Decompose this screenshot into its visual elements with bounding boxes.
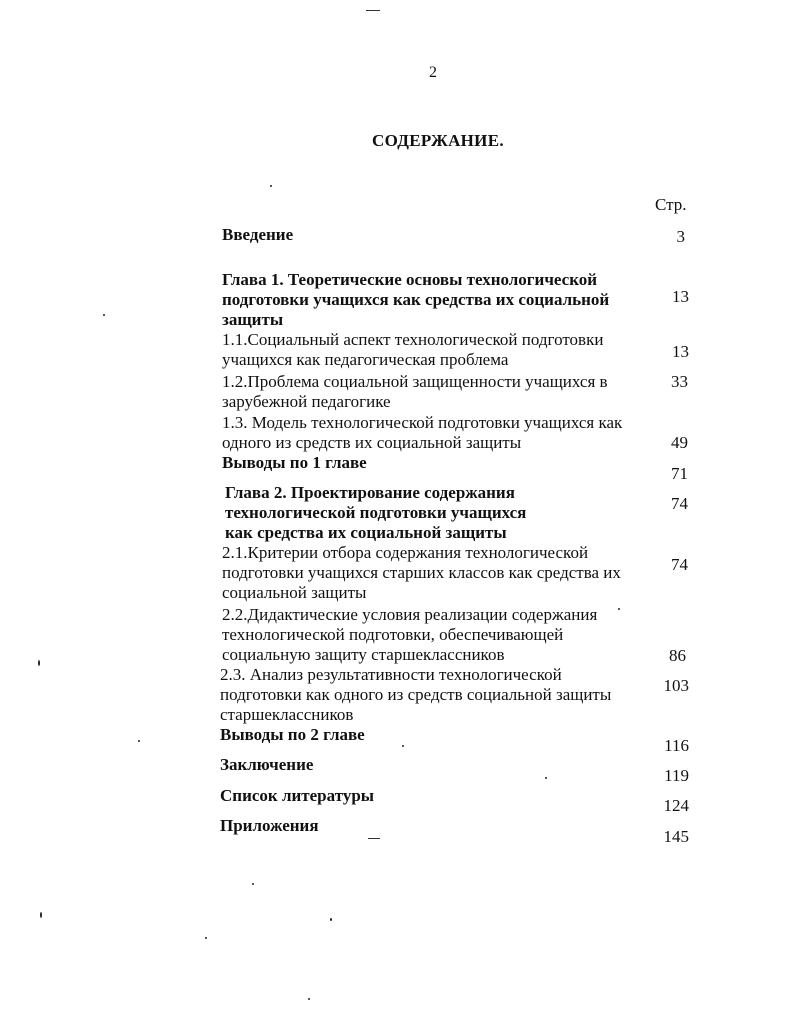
toc-line: Введение [222,225,294,244]
toc-line: 1.2.Проблема социальной защищенности учащихся в [222,372,608,391]
scan-speck [205,937,207,939]
toc-page-number: 145 [663,827,689,846]
toc-line: 2.1.Критерии отбора содержания технологической [222,543,589,562]
toc-line: подготовки учащихся как средства их социальной [222,290,610,309]
toc-line: Приложения [220,816,319,835]
scan-speck [330,918,332,921]
scan-speck [618,608,620,610]
toc-entry-section-2-3 [220,665,611,725]
toc-page-number: 3 [676,227,685,246]
toc-page-number: 74 [671,494,688,513]
toc-page-number: 13 [672,342,689,361]
toc-entry-introduction [222,225,293,245]
toc-entry-conclusions-2 [220,725,365,745]
page-column-header: Стр. [655,195,687,214]
toc-line: Выводы по 1 главе [222,453,367,472]
toc-entry-section-2-2 [222,605,597,665]
toc-line: зарубежной педагогике [222,392,391,411]
scan-speck [308,998,310,1000]
toc-page-number: 103 [663,676,689,695]
toc-page-number: 71 [671,464,688,483]
toc-page-number: 13 [672,287,689,306]
toc-entry-chapter-2 [225,483,526,543]
scan-speck [138,740,140,742]
toc-entry-chapter-1 [222,270,609,330]
scan-speck [103,314,105,316]
scan-speck [545,777,547,779]
toc-line: социальной защиты [222,583,367,602]
scan-mark [368,838,380,839]
toc-line: Заключение [220,755,314,774]
page-title: СОДЕРЖАНИЕ. [372,131,504,150]
toc-line: защиты [222,310,284,329]
toc-entry-conclusion [220,755,313,775]
page-number: 2 [429,64,437,81]
toc-line: 2.3. Анализ результативности технологической [220,665,562,684]
scan-speck [270,185,272,187]
toc-entry-conclusions-1 [222,453,367,473]
toc-line: Список литературы [220,786,375,805]
toc-line: учащихся как педагогическая проблема [222,350,509,369]
scan-mark [366,10,380,11]
toc-entry-section-1-2 [222,372,608,412]
toc-page-number: 74 [671,555,688,574]
scan-speck [38,660,40,666]
toc-line: старшеклассников [220,705,354,724]
toc-line: подготовки учащихся старших классов как средства их [222,563,621,582]
toc-line: социальную защиту старшеклассников [222,645,505,664]
toc-page-number: 49 [671,433,688,452]
scan-speck [252,883,254,885]
scan-speck [40,912,42,918]
toc-line: 2.2.Дидактические условия реализации содержания [222,605,598,624]
toc-page-number: 119 [664,766,689,785]
scan-speck [402,745,404,747]
toc-page-number: 124 [663,796,689,815]
toc-line: одного из средств их социальной защиты [222,433,522,452]
toc-page-number: 86 [669,646,686,665]
toc-line: Глава 1. Теоретические основы технологической [222,270,598,289]
toc-line: 1.3. Модель технологической подготовки учащихся как [222,413,623,432]
toc-entry-bibliography [220,786,374,806]
toc-line: 1.1.Социальный аспект технологической подготовки [222,330,604,349]
toc-line: Выводы по 2 главе [220,725,365,744]
toc-line: Глава 2. Проектирование содержания [225,483,515,502]
toc-entry-section-2-1 [222,543,621,603]
toc-line: технологической подготовки учащихся [225,503,527,522]
toc-line: подготовки как одного из средств социальной защиты [220,685,612,704]
toc-entry-appendices [220,816,319,836]
toc-page-number: 116 [664,736,689,755]
toc-line: как средства их социальной защиты [225,523,507,542]
toc-line: технологической подготовки, обеспечивающей [222,625,564,644]
toc-entry-section-1-1 [222,330,603,370]
toc-entry-section-1-3 [222,413,622,453]
toc-page-number: 33 [671,372,688,391]
